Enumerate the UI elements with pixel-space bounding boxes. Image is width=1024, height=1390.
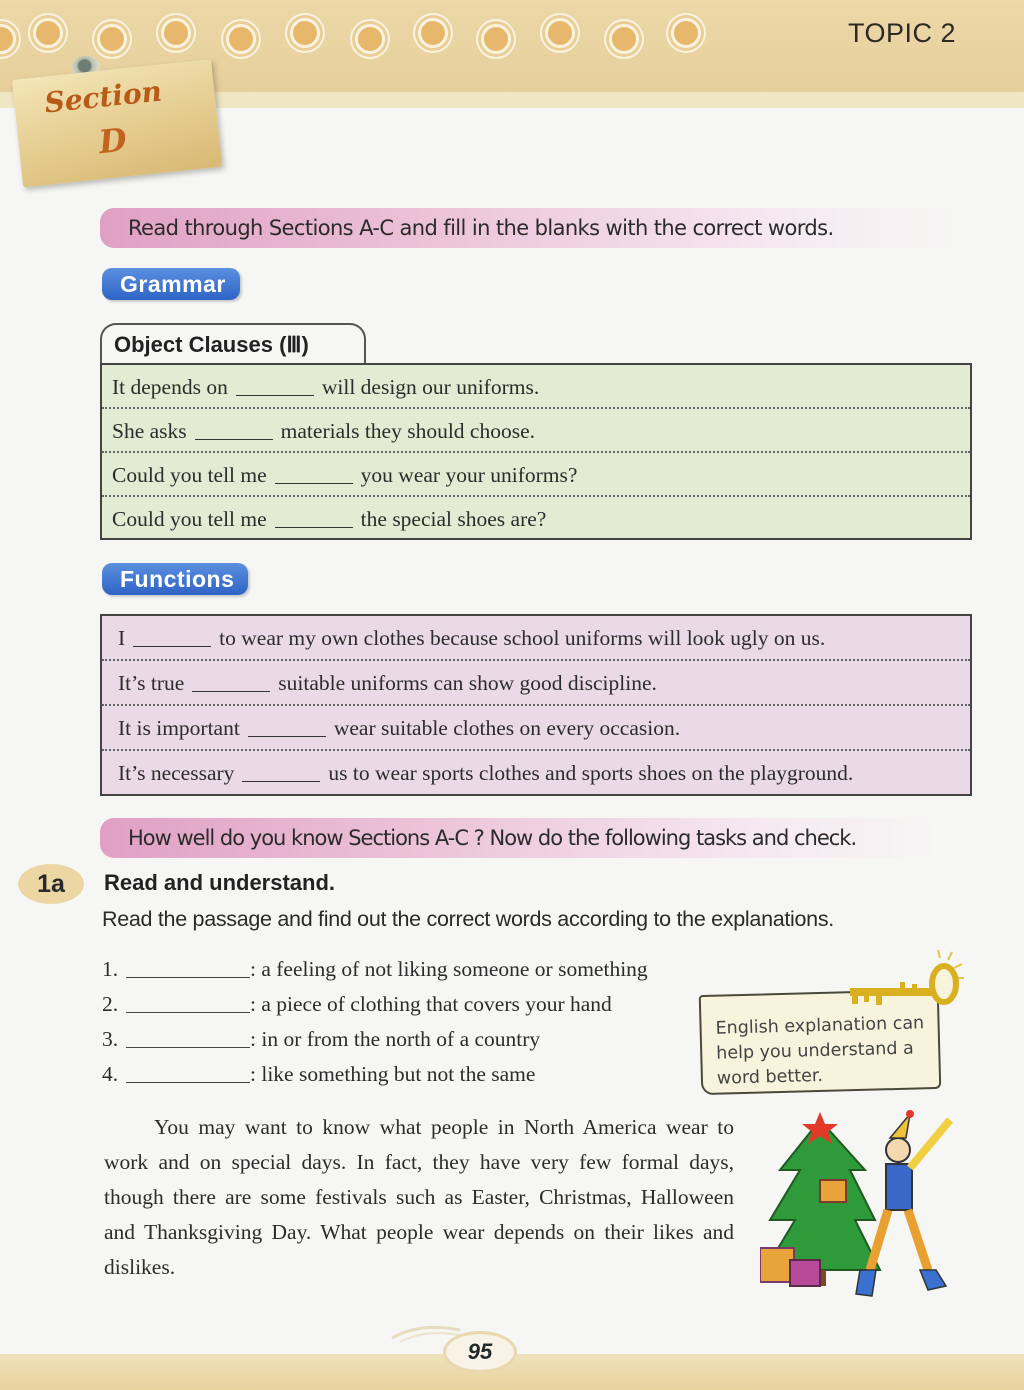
task-title: Read and understand. — [104, 870, 336, 895]
row-text-after: suitable uniforms can show good discipline. — [278, 671, 657, 695]
tip-text: English explanation can help you understand a word better. — [715, 1013, 925, 1089]
fill-blank[interactable] — [195, 423, 273, 440]
answer-blank[interactable] — [126, 1066, 250, 1083]
fill-blank[interactable] — [275, 467, 353, 484]
topic-label: TOPIC 2 — [847, 18, 956, 48]
vocab-item — [102, 992, 612, 1017]
page-number-badge — [446, 1334, 514, 1370]
vocab-definition: : a feeling of not liking someone or something — [250, 957, 648, 981]
object-clauses-title: Object Clauses (Ⅲ) — [114, 332, 309, 357]
vocab-definition: : like something but not the same — [250, 1062, 536, 1086]
task-number-badge: 1a — [18, 864, 84, 904]
fill-blank[interactable] — [133, 630, 211, 647]
decorative-circle-icon — [609, 24, 639, 54]
task-instruction: Read the passage and find out the correct words according to the explanations. — [102, 907, 834, 931]
section-sign-letter: D — [96, 120, 129, 162]
fill-blank[interactable] — [275, 511, 353, 528]
vocab-definition: : a piece of clothing that covers your hand — [250, 992, 612, 1016]
decorative-circle-icon — [481, 24, 511, 54]
grammar-row — [102, 365, 970, 409]
grammar-row — [102, 409, 970, 453]
grammar-box — [100, 363, 972, 540]
row-text-before: Could you tell me — [112, 463, 267, 487]
row-text-after: to wear my own clothes because school uniforms will look ugly on us. — [219, 626, 826, 650]
fill-blank[interactable] — [236, 379, 314, 396]
decorative-circle-icon — [97, 24, 127, 54]
page-number: 95 — [467, 1339, 493, 1364]
row-text-after: you wear your uniforms? — [360, 463, 578, 487]
row-text-after: the special shoes are? — [360, 507, 547, 531]
christmas-tree-illustration — [760, 1110, 970, 1300]
vocab-number: 2. — [102, 992, 119, 1016]
row-text-after: will design our uniforms. — [321, 375, 540, 399]
vocab-number: 4. — [102, 1062, 119, 1086]
functions-row — [102, 706, 970, 751]
decorative-circle-icon — [33, 18, 63, 48]
row-text-before: Could you tell me — [112, 507, 267, 531]
check-instruction-banner — [100, 818, 940, 858]
decorative-circle-icon — [161, 18, 191, 48]
row-text-after: wear suitable clothes on every occasion. — [333, 716, 681, 740]
passage-text: You may want to know what people in North America wear to work and on special days. In fact, they have very few formal days, though there are some festivals such as Easter, Christmas, Halloween and Thanksgiving Day. What people wear depends on their likes and dislikes. — [104, 1115, 734, 1279]
row-text-before: It depends on — [112, 375, 228, 399]
check-instruction-text: How well do you know Sections A-C ? Now do the following tasks and check. — [128, 826, 857, 850]
decorative-circle-icon — [671, 18, 701, 48]
reading-passage — [104, 1110, 734, 1285]
vocab-item — [102, 957, 648, 982]
row-text-after: us to wear sports clothes and sports shoes on the playground. — [328, 761, 854, 785]
fill-blank[interactable] — [192, 675, 270, 692]
section-sign — [12, 59, 222, 187]
grammar-badge: Grammar — [102, 268, 240, 300]
vocab-definition: : in or from the north of a country — [250, 1027, 541, 1051]
row-text-before: I — [118, 626, 126, 650]
row-text-before: She asks — [112, 419, 187, 443]
decorative-circle-icon — [290, 18, 320, 48]
answer-blank[interactable] — [126, 996, 250, 1013]
functions-badge: Functions — [102, 563, 248, 595]
answer-blank[interactable] — [126, 1031, 250, 1048]
grammar-row — [102, 453, 970, 497]
functions-row — [102, 751, 970, 796]
decorative-circle-icon — [545, 18, 575, 48]
fill-blank[interactable] — [248, 720, 326, 737]
vocab-number: 3. — [102, 1027, 119, 1051]
fill-blank[interactable] — [242, 765, 320, 782]
section-sign-word: Section — [42, 74, 164, 120]
vocab-item — [102, 1027, 540, 1052]
functions-row — [102, 616, 970, 661]
vocab-number: 1. — [102, 957, 119, 981]
row-text-before: It is important — [118, 716, 240, 740]
decorative-circle-icon — [355, 24, 385, 54]
functions-row — [102, 661, 970, 706]
decorative-circle-icon — [418, 18, 448, 48]
decorative-circle-icon — [226, 24, 256, 54]
functions-box — [100, 614, 972, 796]
key-icon — [840, 944, 980, 1014]
row-text-after: materials they should choose. — [280, 419, 536, 443]
grammar-row — [102, 497, 970, 541]
row-text-before: It’s true — [118, 671, 185, 695]
review-instruction-banner — [100, 208, 960, 248]
object-clauses-tab — [100, 323, 366, 365]
row-text-before: It’s necessary — [118, 761, 235, 785]
answer-blank[interactable] — [126, 961, 250, 978]
review-instruction-text: Read through Sections A-C and fill in the blanks with the correct words. — [128, 216, 834, 240]
vocab-item — [102, 1062, 535, 1087]
decorative-circle-icon — [0, 24, 16, 54]
